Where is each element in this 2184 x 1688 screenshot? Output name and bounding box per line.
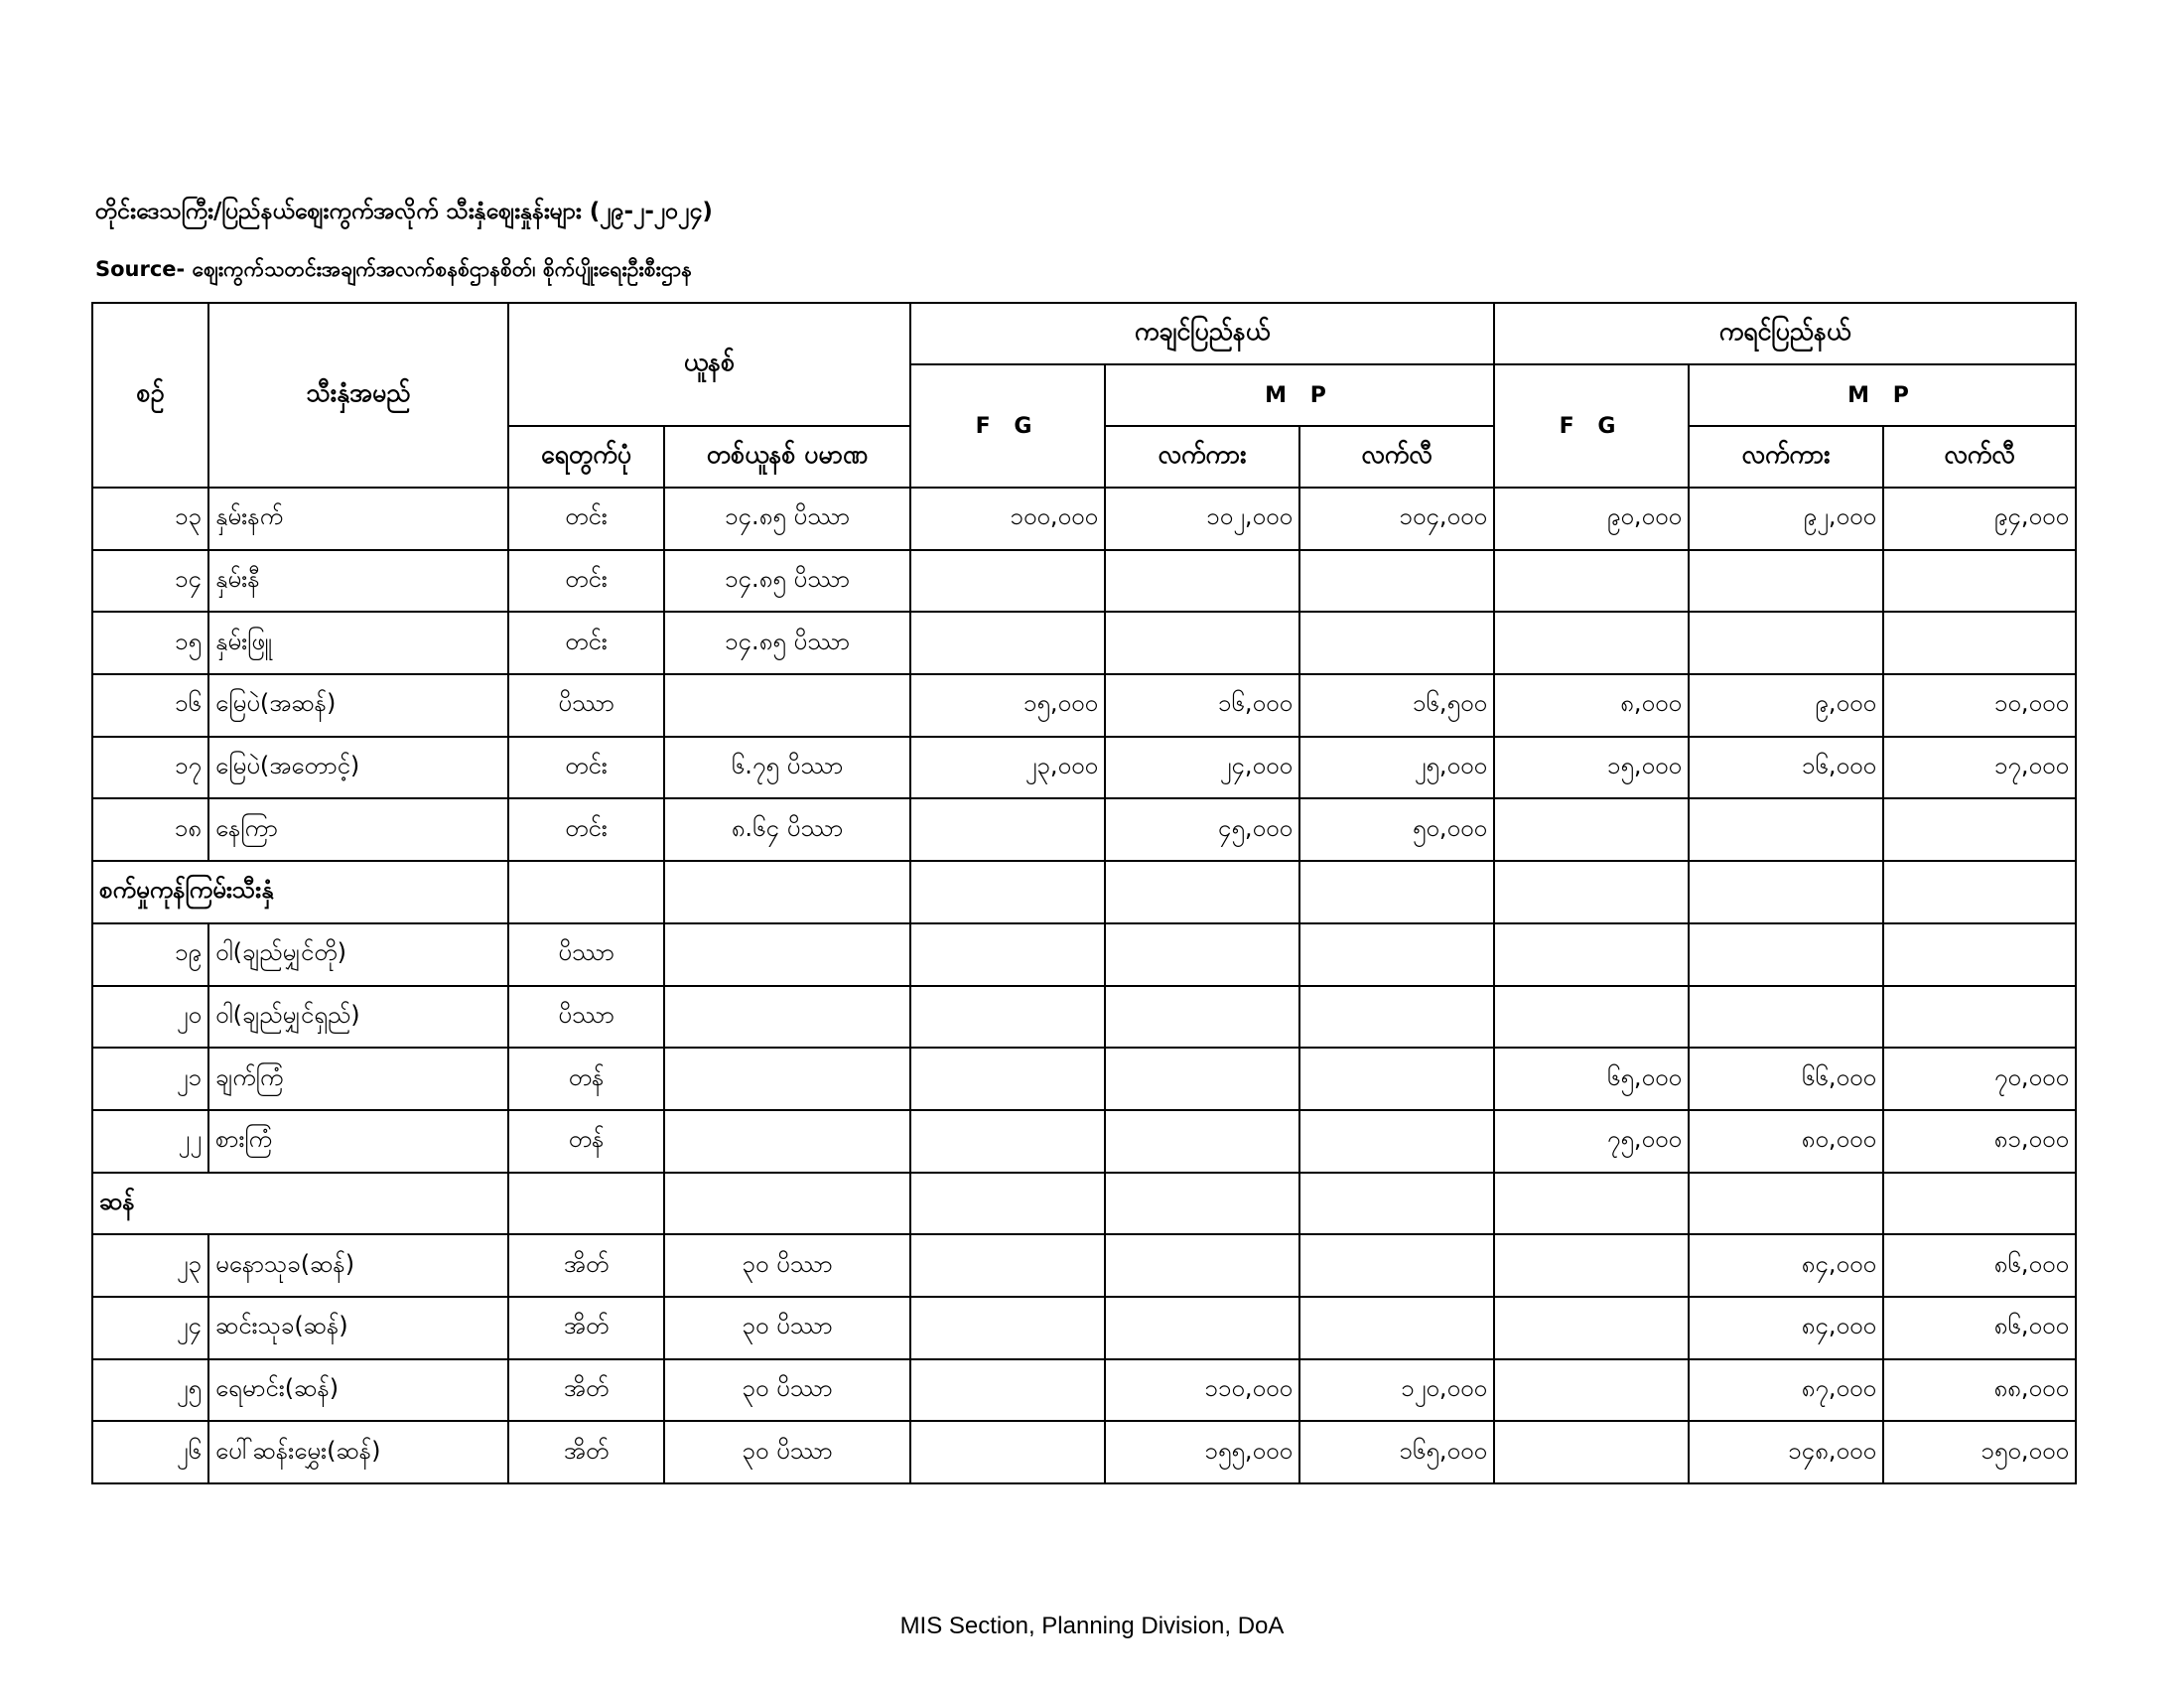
row-no: ၂၅	[92, 1359, 208, 1422]
kayin-fg-price: ၁၅,၀၀၀	[1494, 737, 1689, 799]
row-no: ၂၄	[92, 1297, 208, 1359]
row-no: ၁၅	[92, 612, 208, 674]
row-amount: ၆.၇၅ ပိဿာ	[664, 737, 910, 799]
kachin-wholesale-price	[1105, 1234, 1299, 1297]
row-unit: တင်း	[508, 798, 664, 861]
row-no: ၂၀	[92, 986, 208, 1049]
kayin-retail-price: ၁၀,၀၀၀	[1883, 674, 2076, 737]
row-amount: ၁၄.၈၅ ပိဿာ	[664, 488, 910, 550]
kachin-wholesale-price: ၁၆,၀၀၀	[1105, 674, 1299, 737]
kayin-wholesale-price	[1689, 550, 1883, 613]
row-unit: တင်း	[508, 550, 664, 613]
source-line: Source- ဈေးကွက်သတင်းအချက်အလက်စနစ်ဌာနစိတ်၊ စိုက်ပျိုးရေးဦးစီးဌာန	[95, 257, 693, 281]
kachin-fg-price	[910, 1297, 1105, 1359]
kachin-wholesale-price	[1105, 1048, 1299, 1110]
row-unit: အိတ်	[508, 1359, 664, 1422]
kachin-fg-price	[910, 986, 1105, 1049]
row-no: ၁၇	[92, 737, 208, 799]
kachin-wholesale-price	[1105, 1297, 1299, 1359]
kachin-fg-price	[910, 1110, 1105, 1173]
row-amount	[664, 1110, 910, 1173]
kayin-fg-price	[1494, 923, 1689, 986]
kayin-wholesale-price: ၉,၀၀၀	[1689, 674, 1883, 737]
row-unit: ပိဿာ	[508, 986, 664, 1049]
table-row	[92, 1359, 2076, 1422]
row-crop-name: နှမ်းနီ	[208, 550, 508, 613]
kayin-retail-price: ၈၈,၀၀၀	[1883, 1359, 2076, 1422]
kachin-wholesale-price	[1105, 923, 1299, 986]
kayin-retail-price	[1883, 923, 2076, 986]
row-crop-name: မနောသုခ(ဆန်)	[208, 1234, 508, 1297]
kayin-fg-price	[1494, 1421, 1689, 1483]
row-amount	[664, 1048, 910, 1110]
table-row	[92, 1421, 2076, 1483]
row-crop-name: နှမ်းဖြူ	[208, 612, 508, 674]
kachin-fg-price: ၁၅,၀၀၀	[910, 674, 1105, 737]
row-unit: တင်း	[508, 737, 664, 799]
kayin-wholesale-price: ၁၆,၀၀၀	[1689, 737, 1883, 799]
page-footer: MIS Section, Planning Division, DoA	[899, 1613, 1285, 1639]
col-header-unit-count: ရေတွက်ပုံ	[508, 426, 664, 488]
kayin-retail-price: ၁၇,၀၀၀	[1883, 737, 2076, 799]
row-unit: အိတ်	[508, 1421, 664, 1483]
kachin-wholesale-price: ၄၅,၀၀၀	[1105, 798, 1299, 861]
row-unit: ပိဿာ	[508, 923, 664, 986]
col-header-unit-amount: တစ်ယူနစ် ပမာဏ	[664, 426, 910, 488]
kachin-fg-price: ၂၃,၀၀၀	[910, 737, 1105, 799]
page-title: တိုင်းဒေသကြီး/ပြည်နယ်ဈေးကွက်အလိုက် သီးနှံဈေးနှုန်းများ (၂၉-၂-၂၀၂၄)	[95, 199, 713, 224]
kayin-wholesale-price: ၈၄,၀၀၀	[1689, 1234, 1883, 1297]
kachin-retail-price	[1299, 1048, 1494, 1110]
row-unit: ပိဿာ	[508, 674, 664, 737]
row-amount: ၃၀ ပိဿာ	[664, 1359, 910, 1422]
table-row	[92, 1297, 2076, 1359]
row-no: ၂၂	[92, 1110, 208, 1173]
kachin-retail-price: ၂၅,၀၀၀	[1299, 737, 1494, 799]
row-no: ၁၈	[92, 798, 208, 861]
section-row	[92, 1173, 2076, 1235]
row-amount	[664, 986, 910, 1049]
row-crop-name: ဝါ(ချည်မျှင်ရှည်)	[208, 986, 508, 1049]
kachin-wholesale-price: ၁၅၅,၀၀၀	[1105, 1421, 1299, 1483]
col-header-fg-kayin: F G	[1494, 364, 1689, 488]
section-label: စက်မှုကုန်ကြမ်းသီးနှံ	[92, 861, 508, 923]
kachin-fg-price	[910, 798, 1105, 861]
kachin-retail-price: ၅၀,၀၀၀	[1299, 798, 1494, 861]
kayin-fg-price: ၈,၀၀၀	[1494, 674, 1689, 737]
row-unit: တင်း	[508, 488, 664, 550]
kachin-retail-price: ၁၀၄,၀၀၀	[1299, 488, 1494, 550]
table-row	[92, 612, 2076, 674]
row-unit: တန်	[508, 1048, 664, 1110]
col-header-region-kayin: ကရင်ပြည်နယ်	[1494, 303, 2076, 364]
col-header-wholesale-kayin: လက်ကား	[1689, 426, 1883, 488]
kachin-retail-price	[1299, 1297, 1494, 1359]
row-amount: ၃၀ ပိဿာ	[664, 1421, 910, 1483]
kayin-fg-price	[1494, 1234, 1689, 1297]
kachin-wholesale-price	[1105, 986, 1299, 1049]
row-no: ၂၁	[92, 1048, 208, 1110]
kachin-fg-price	[910, 923, 1105, 986]
kachin-retail-price	[1299, 923, 1494, 986]
kayin-wholesale-price	[1689, 986, 1883, 1049]
price-table	[91, 302, 2077, 1484]
kachin-wholesale-price	[1105, 612, 1299, 674]
row-unit: တင်း	[508, 612, 664, 674]
row-unit: တန်	[508, 1110, 664, 1173]
table-row	[92, 550, 2076, 613]
kayin-wholesale-price: ၆၆,၀၀၀	[1689, 1048, 1883, 1110]
table-row	[92, 923, 2076, 986]
row-crop-name: ရေမာင်း(ဆန်)	[208, 1359, 508, 1422]
row-amount: ၈.၆၄ ပိဿာ	[664, 798, 910, 861]
kayin-fg-price	[1494, 986, 1689, 1049]
kayin-fg-price	[1494, 550, 1689, 613]
kayin-retail-price: ၈၁,၀၀၀	[1883, 1110, 2076, 1173]
col-header-unit: ယူနစ်	[508, 303, 910, 426]
table-row	[92, 986, 2076, 1049]
row-unit: အိတ်	[508, 1297, 664, 1359]
row-no: ၁၉	[92, 923, 208, 986]
kayin-wholesale-price	[1689, 612, 1883, 674]
row-amount: ၁၄.၈၅ ပိဿာ	[664, 550, 910, 613]
kayin-wholesale-price: ၈၀,၀၀၀	[1689, 1110, 1883, 1173]
row-no: ၁၃	[92, 488, 208, 550]
row-crop-name: ဆင်းသုခ(ဆန်)	[208, 1297, 508, 1359]
kachin-retail-price	[1299, 1110, 1494, 1173]
kachin-fg-price	[910, 1359, 1105, 1422]
kayin-fg-price: ၇၅,၀၀၀	[1494, 1110, 1689, 1173]
col-header-no: စဉ်	[92, 303, 208, 488]
col-header-fg-kachin: F G	[910, 364, 1105, 488]
row-amount: ၁၄.၈၅ ပိဿာ	[664, 612, 910, 674]
kachin-retail-price: ၁၆၅,၀၀၀	[1299, 1421, 1494, 1483]
row-amount: ၃၀ ပိဿာ	[664, 1297, 910, 1359]
kachin-retail-price	[1299, 550, 1494, 613]
kachin-retail-price: ၁၂၀,၀၀၀	[1299, 1359, 1494, 1422]
kachin-fg-price	[910, 612, 1105, 674]
row-amount: ၃၀ ပိဿာ	[664, 1234, 910, 1297]
section-row	[92, 861, 2076, 923]
row-no: ၁၆	[92, 674, 208, 737]
kayin-retail-price: ၉၄,၀၀၀	[1883, 488, 2076, 550]
kachin-retail-price: ၁၆,၅၀၀	[1299, 674, 1494, 737]
row-amount	[664, 674, 910, 737]
section-label: ဆန်	[92, 1173, 508, 1235]
table-row	[92, 1048, 2076, 1110]
col-header-mp-kayin: M P	[1689, 364, 2076, 426]
table-row	[92, 798, 2076, 861]
row-no: ၁၄	[92, 550, 208, 613]
kayin-fg-price: ၆၅,၀၀၀	[1494, 1048, 1689, 1110]
table-row	[92, 674, 2076, 737]
table-row	[92, 1110, 2076, 1173]
col-header-crop: သီးနှံအမည်	[208, 303, 508, 488]
table-row	[92, 1234, 2076, 1297]
table-row	[92, 737, 2076, 799]
row-no: ၂၃	[92, 1234, 208, 1297]
row-amount	[664, 923, 910, 986]
kachin-wholesale-price: ၂၄,၀၀၀	[1105, 737, 1299, 799]
row-crop-name: မြေပဲ(အတောင့်)	[208, 737, 508, 799]
col-header-region-kachin: ကချင်ပြည်နယ်	[910, 303, 1494, 364]
kachin-fg-price	[910, 550, 1105, 613]
kayin-fg-price	[1494, 1297, 1689, 1359]
kachin-retail-price	[1299, 1234, 1494, 1297]
kachin-fg-price	[910, 1048, 1105, 1110]
kayin-wholesale-price: ၉၂,၀၀၀	[1689, 488, 1883, 550]
kachin-wholesale-price: ၁၁၀,၀၀၀	[1105, 1359, 1299, 1422]
kayin-retail-price	[1883, 798, 2076, 861]
kayin-retail-price	[1883, 986, 2076, 1049]
kachin-wholesale-price	[1105, 1110, 1299, 1173]
kachin-wholesale-price	[1105, 550, 1299, 613]
kayin-retail-price: ၈၆,၀၀၀	[1883, 1234, 2076, 1297]
kachin-wholesale-price: ၁၀၂,၀၀၀	[1105, 488, 1299, 550]
row-no: ၂၆	[92, 1421, 208, 1483]
table-row	[92, 488, 2076, 550]
kachin-retail-price	[1299, 986, 1494, 1049]
kayin-retail-price: ၈၆,၀၀၀	[1883, 1297, 2076, 1359]
row-crop-name: စားကြံ	[208, 1110, 508, 1173]
kayin-fg-price	[1494, 612, 1689, 674]
kayin-wholesale-price	[1689, 798, 1883, 861]
row-crop-name: နေကြာ	[208, 798, 508, 861]
kachin-fg-price	[910, 1234, 1105, 1297]
row-crop-name: ပေါ်ဆန်းမွှေး(ဆန်)	[208, 1421, 508, 1483]
row-crop-name: မြေပဲ(အဆန်)	[208, 674, 508, 737]
kayin-wholesale-price: ၁၄၈,၀၀၀	[1689, 1421, 1883, 1483]
col-header-retail-kachin: လက်လီ	[1299, 426, 1494, 488]
kayin-wholesale-price: ၈၇,၀၀၀	[1689, 1359, 1883, 1422]
row-crop-name: ချက်ကြံ	[208, 1048, 508, 1110]
kayin-wholesale-price	[1689, 923, 1883, 986]
kayin-fg-price	[1494, 798, 1689, 861]
col-header-retail-kayin: လက်လီ	[1883, 426, 2076, 488]
row-unit: အိတ်	[508, 1234, 664, 1297]
kayin-fg-price: ၉၀,၀၀၀	[1494, 488, 1689, 550]
kayin-retail-price: ၇၀,၀၀၀	[1883, 1048, 2076, 1110]
kayin-wholesale-price: ၈၄,၀၀၀	[1689, 1297, 1883, 1359]
kayin-retail-price: ၁၅၀,၀၀၀	[1883, 1421, 2076, 1483]
col-header-wholesale-kachin: လက်ကား	[1105, 426, 1299, 488]
kayin-retail-price	[1883, 612, 2076, 674]
kayin-fg-price	[1494, 1359, 1689, 1422]
kachin-retail-price	[1299, 612, 1494, 674]
kachin-fg-price	[910, 1421, 1105, 1483]
kayin-retail-price	[1883, 550, 2076, 613]
kachin-fg-price: ၁၀၀,၀၀၀	[910, 488, 1105, 550]
row-crop-name: နှမ်းနက်	[208, 488, 508, 550]
col-header-mp-kachin: M P	[1105, 364, 1494, 426]
row-crop-name: ဝါ(ချည်မျှင်တို)	[208, 923, 508, 986]
